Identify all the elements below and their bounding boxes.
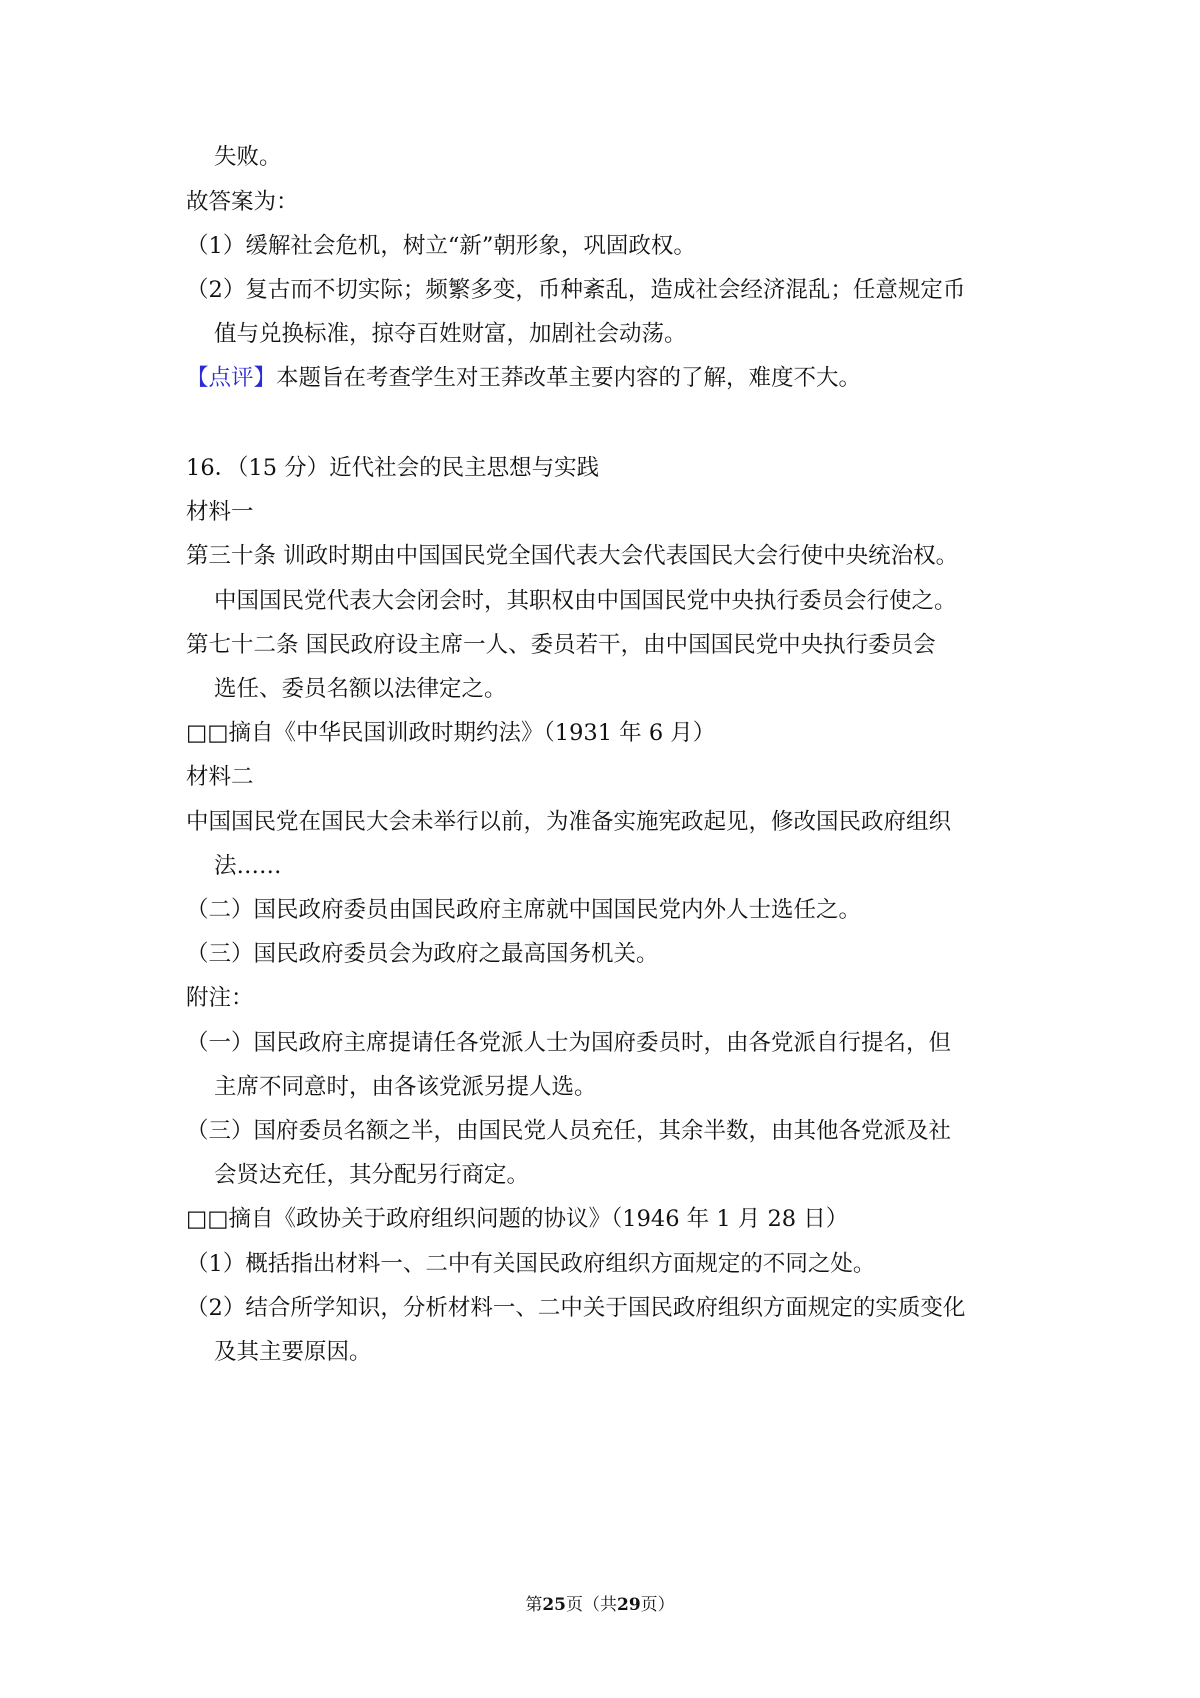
annotation-item-1-cont: 主席不同意时，由各该党派另提人选。	[214, 1074, 597, 1100]
material-two-clause-3: （三）国民政府委员会为政府之最高国务机关。	[186, 941, 659, 967]
question-1: （1）概括指出材料一、二中有关国民政府组织方面规定的不同之处。	[186, 1251, 876, 1277]
footer-suffix: 页）	[640, 1595, 675, 1615]
material-one-article-30: 第三十条 训政时期由中国国民党全国代表大会代表国民大会行使中央统治权。	[186, 543, 959, 569]
answer-item-2-cont: 值与兑换标准，掠夺百姓财富，加剧社会动荡。	[214, 321, 687, 347]
answer-heading: 故答案为：	[186, 189, 299, 215]
footer-prefix: 第	[525, 1595, 543, 1615]
material-one-article-72-cont: 选任、委员名额以法律定之。	[214, 676, 507, 702]
page-footer	[0, 1594, 1200, 1616]
material-one-source: □□摘自《中华民国训政时期约法》（1931 年 6 月）	[186, 720, 716, 746]
review-label: 【点评】	[186, 365, 277, 391]
material-two-source: □□摘自《政协关于政府组织问题的协议》（1946 年 1 月 28 日）	[186, 1206, 849, 1232]
material-one-article-72: 第七十二条 国民政府设主席一人、委员若干，由中国国民党中央执行委员会	[186, 632, 936, 658]
material-two-intro-cont: 法……	[214, 853, 282, 879]
material-two-intro: 中国国民党在国民大会未举行以前，为准备实施宪政起见，修改国民政府组织	[186, 809, 952, 835]
annotation-item-3-cont: 会贤达充任，其分配另行商定。	[214, 1162, 530, 1188]
question-2-cont: 及其主要原因。	[214, 1339, 372, 1365]
annotation-item-3: （三）国府委员名额之半，由国民党人员充任，其余半数，由其他各党派及社	[186, 1118, 952, 1144]
answer-continuation: 失败。	[214, 144, 282, 170]
annotation-heading: 附注：	[186, 985, 254, 1011]
question-2: （2）结合所学知识，分析材料一、二中关于国民政府组织方面规定的实质变化	[186, 1295, 966, 1321]
footer-page-number: 25	[542, 1595, 566, 1615]
review-comment	[186, 363, 861, 393]
material-two-clause-2: （二）国民政府委员由国民政府主席就中国国民党内外人士选任之。	[186, 897, 862, 923]
answer-item-2: （2）复古而不切实际；频繁多变，币种紊乱，造成社会经济混乱；任意规定币	[186, 277, 966, 303]
footer-mid: 页（共	[566, 1595, 617, 1615]
material-two-heading: 材料二	[186, 764, 254, 790]
footer-total-pages: 29	[617, 1595, 641, 1615]
material-one-heading: 材料一	[186, 499, 254, 525]
review-text: 本题旨在考查学生对王莽改革主要内容的了解，难度不大。	[276, 365, 862, 391]
material-one-article-30-cont: 中国国民党代表大会闭会时，其职权由中国国民党中央执行委员会行使之。	[214, 588, 957, 614]
answer-item-1: （1）缓解社会危机，树立“新”朝形象，巩固政权。	[186, 233, 696, 259]
annotation-item-1: （一）国民政府主席提请任各党派人士为国府委员时，由各党派自行提名，但	[186, 1030, 952, 1056]
question-title: 16．（15 分）近代社会的民主思想与实践	[186, 455, 600, 481]
